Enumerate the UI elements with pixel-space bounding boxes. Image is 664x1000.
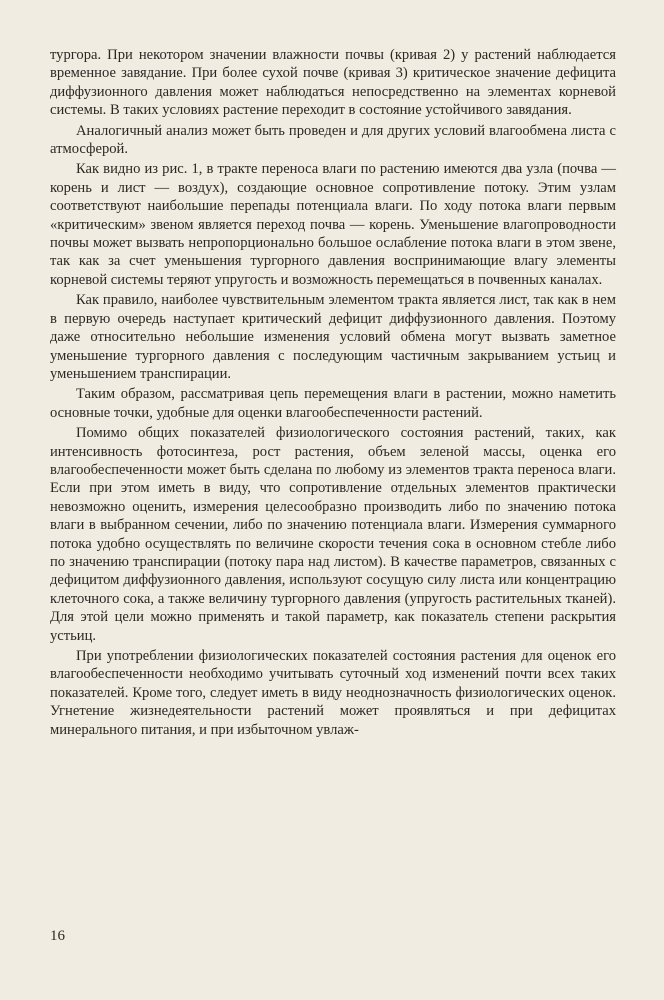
- paragraph: тургора. При некотором значении влажности почвы (кривая 2) у растений наблюдается временное завядание. При более сухой почве (кривая 3) критическое значение дефицита диффузионного давления может наблюдаться непосредственно на элементах корневой системы. В таких условиях растение переходит в состояние устойчивого завядания.: [50, 47, 616, 119]
- page-number: 16: [50, 928, 65, 944]
- paragraph: Как видно из рис. 1, в тракте переноса влаги по растению имеются два узла (почва — корень и лист — воздух), создающие основное сопротивление потоку. Этим узлам соответствуют наибольшие перепады потенциала влаги. По ходу потока влаги первым «критическим» звеном является переход почва — корень. Уменьшение влагопроводности почвы может вызвать непропорционально большое ослабление потока влаги в этом звене, так как за счет уменьшения тургорного давления воспринимающие влагу элементы корневой системы теряют упругость и возможность перемещаться в почвенных каналах.: [50, 161, 616, 288]
- paragraph: Помимо общих показателей физиологического состояния растений, таких, как интенсивность фотосинтеза, рост растения, объем зеленой массы, оценка его влагообеспеченности может быть сделана по любому из элементов тракта переноса влаги. Если при этом иметь в виду, что сопротивление отдельных элементов практически невозможно оценить, измерения целесообразно производить либо по значению потока влаги в выбранном сечении, либо по значению потенциала влаги. Измерения суммарного потока удобно осуществлять по величине скорости течения сока в основном стебле либо по значению транспирации (потоку пара над листом). В качестве параметров, связанных с дефицитом диффузионного давления, используют сосущую силу листа или концентрацию клеточного сока, а также величину тургорного давления (упругость растительных тканей). Для этой цели можно применять и такой параметр, как показатель степени раскрытия устьиц.: [50, 425, 616, 644]
- body-text: [50, 46, 616, 741]
- paragraph: Аналогичный анализ может быть проведен и для других условий влагообмена листа с атмосферой.: [50, 122, 616, 158]
- paragraph: Как правило, наиболее чувствительным элементом тракта является лист, так как в нем в первую очередь наступает критический дефицит диффузионного давления. Поэтому даже относительно небольшие изменения условий обмена могут вызвать заметное уменьшение тургорного давления с последующим частичным закрыванием устьиц и уменьшением транспирации.: [50, 292, 616, 382]
- paragraph: При употреблении физиологических показателей состояния растения для оценок его влагообеспеченности необходимо учитывать суточный ход изменений почти всех таких показателей. Кроме того, следует иметь в виду неоднозначность физиологических оценок. Угнетение жизнедеятельности растений может проявляться и при дефицитах минерального питания, и при избыточном увлаж-: [50, 648, 616, 738]
- paragraph: Таким образом, рассматривая цепь перемещения влаги в растении, можно наметить основные точки, удобные для оценки влагообеспеченности растений.: [50, 386, 616, 421]
